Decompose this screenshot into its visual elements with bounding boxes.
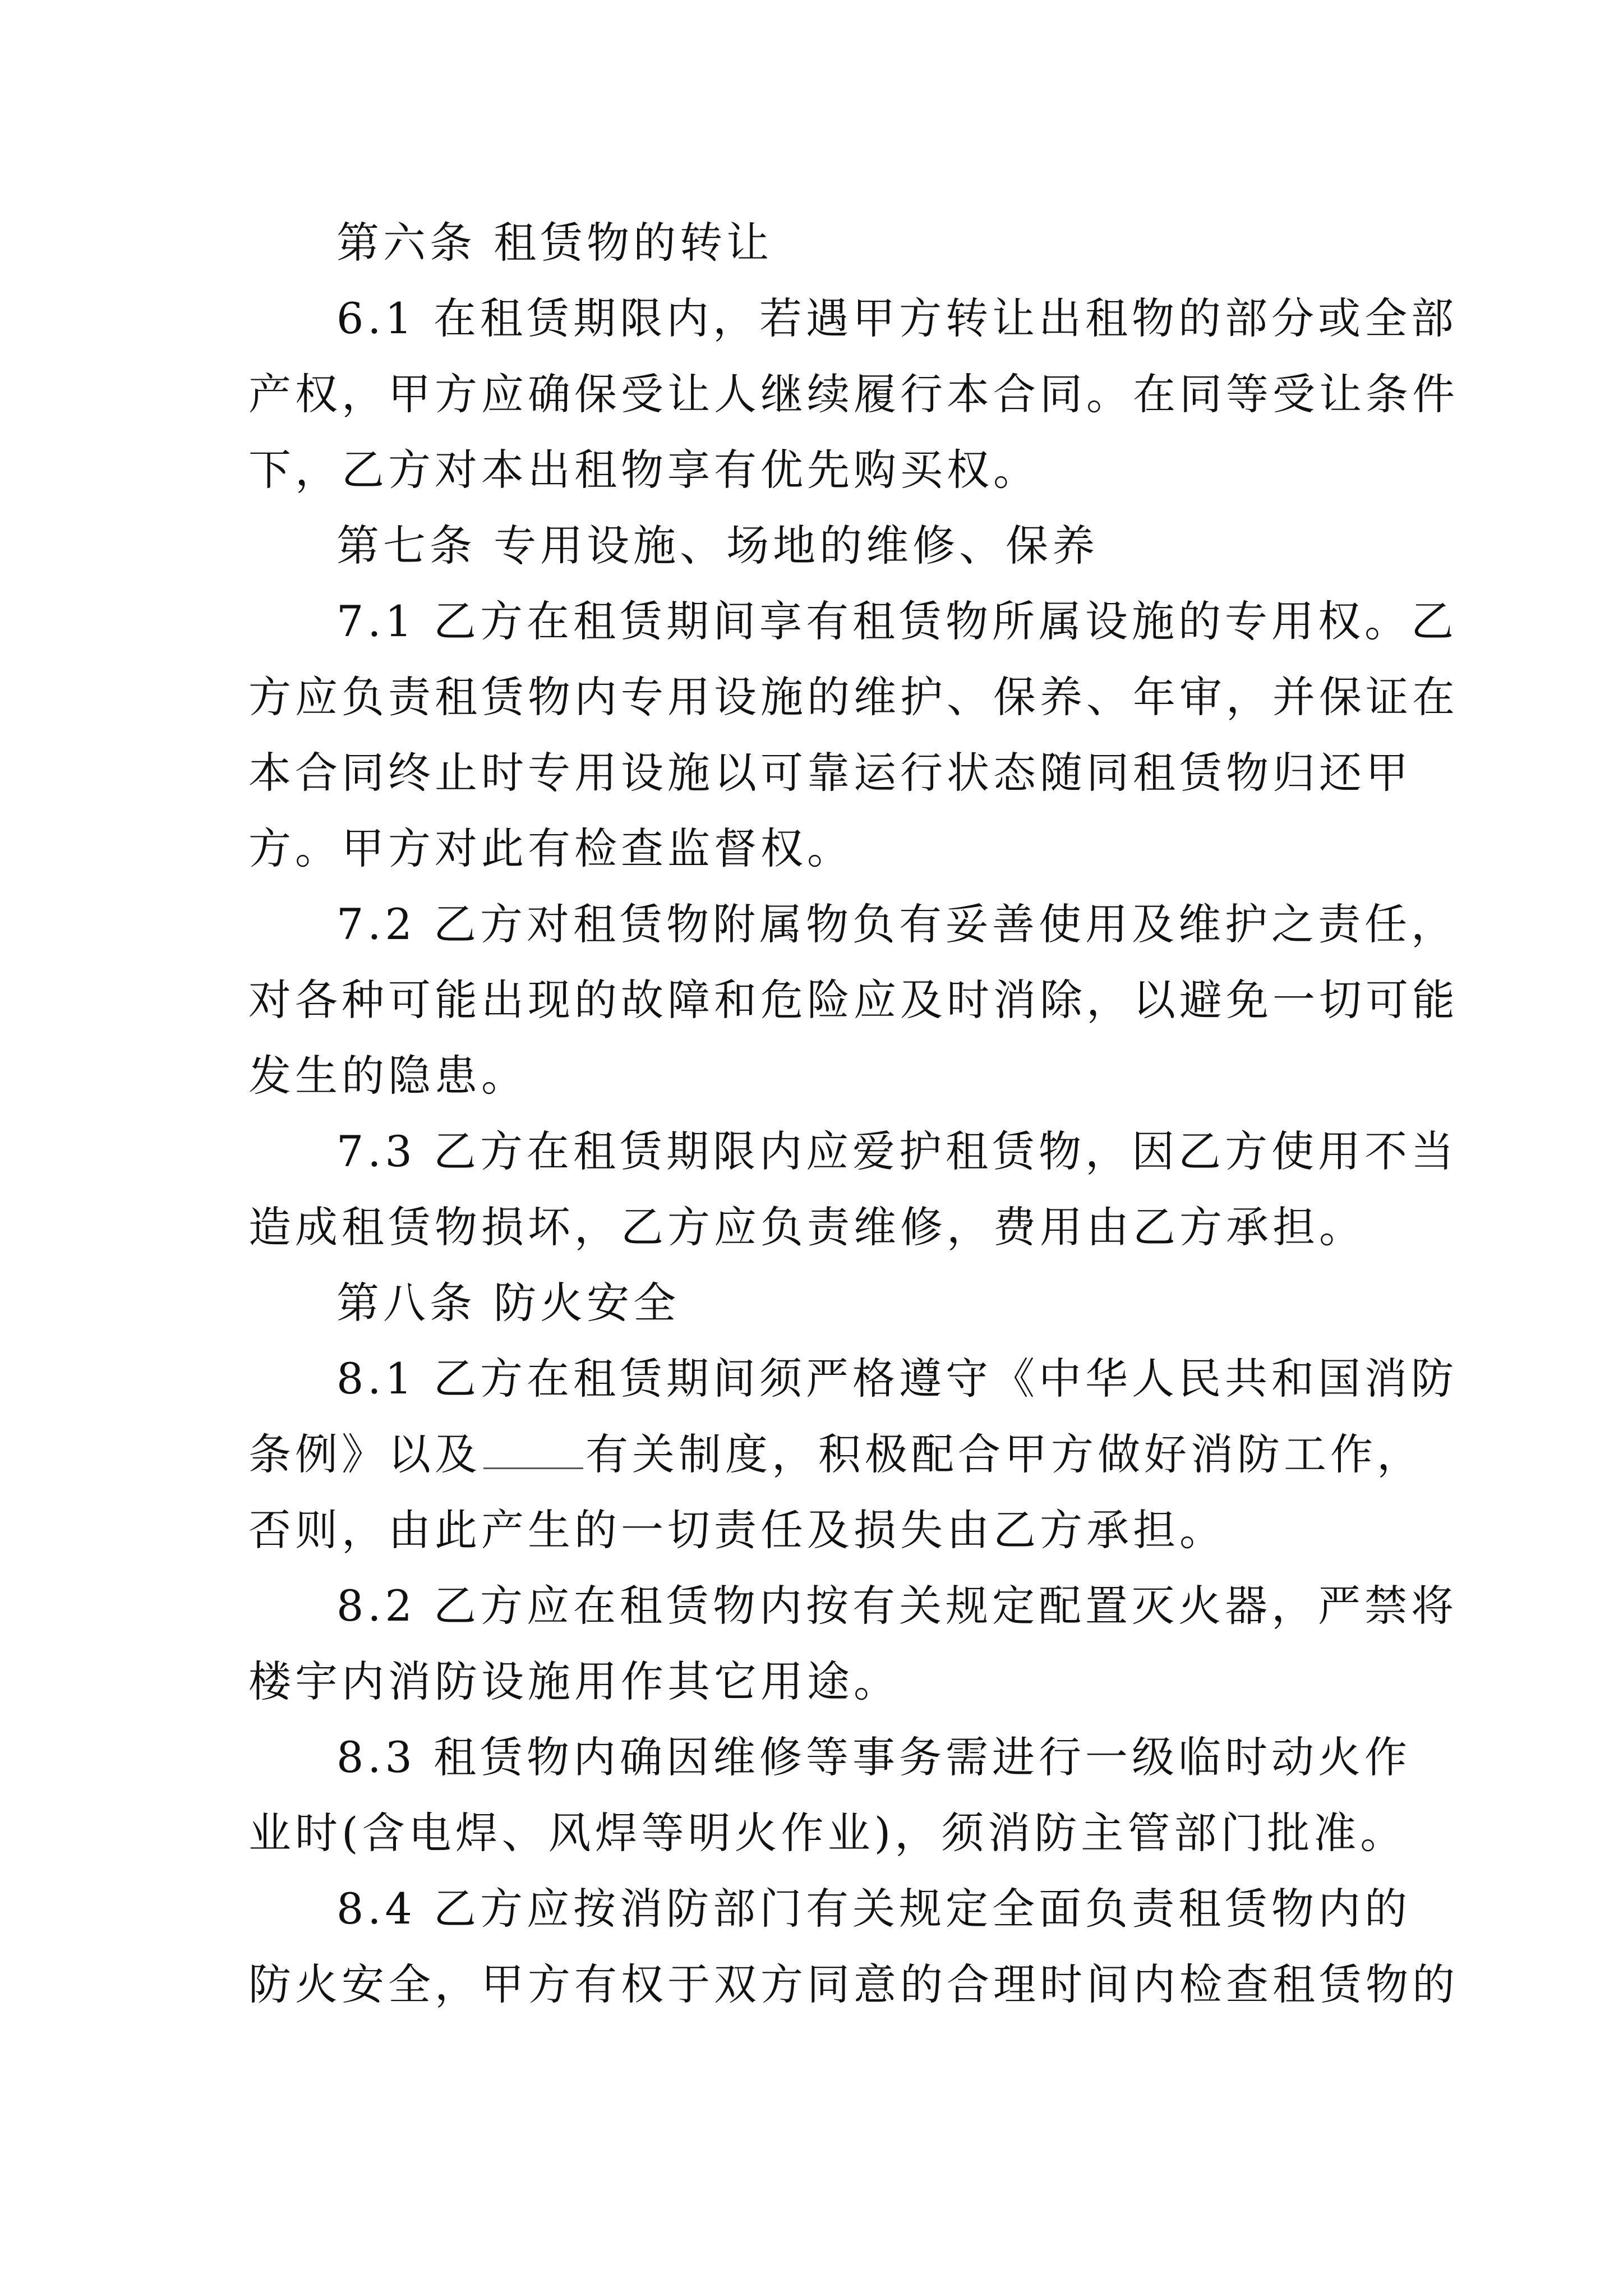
clause-6-1-line-3: 下，乙方对本出租物享有优先购买权。 [248,445,1040,495]
clause-6-1-line-2: 产权，甲方应确保受让人继续履行本合同。在同等受让条件 [248,369,1459,419]
clause-7-2-line-3: 发生的隐患。 [248,1051,528,1101]
clause-7-2-line-1: 7.2 乙方对租赁物附属物负有妥善使用及维护之责任， [336,899,1458,949]
fill-in-blank [483,1434,583,1469]
clause-7-2-line-2: 对各种可能出现的故障和危险应及时消除，以避免一切可能 [248,975,1459,1025]
clause-8-1-text-after-blank: 有关制度，积极配合甲方做好消防工作， [585,1429,1423,1479]
clause-8-4-line-1: 8.4 乙方应按消防部门有关规定全面负责租赁物内的 [336,1884,1412,1934]
article-8-heading: 第八条 防火安全 [336,1278,680,1328]
clause-8-3-line-1: 8.3 租赁物内确因维修等事务需进行一级临时动火作 [336,1732,1412,1782]
clause-7-1-line-2: 方应负责租赁物内专用设施的维护、保养、年审，并保证在 [248,672,1459,722]
clause-7-3-line-1: 7.3 乙方在租赁期限内应爱护租赁物，因乙方使用不当 [336,1126,1458,1176]
clause-6-1-line-1: 6.1 在租赁期限内，若遇甲方转让出租物的部分或全部 [336,293,1458,343]
clause-8-2-line-1: 8.2 乙方应在租赁物内按有关规定配置灭火器，严禁将 [336,1581,1458,1631]
clause-7-1-line-4: 方。甲方对此有检查监督权。 [248,823,854,873]
clause-8-3-line-2: 业时(含电焊、风焊等明火作业)，须消防主管部门批准。 [248,1808,1407,1858]
clause-7-1-line-1: 7.1 乙方在租赁期间享有租赁物所属设施的专用权。乙 [336,596,1458,646]
clause-8-2-line-2: 楼宇内消防设施用作其它用途。 [248,1657,900,1706]
clause-8-1-line-3: 否则，由此产生的一切责任及损失由乙方承担。 [248,1505,1226,1555]
clause-8-1-text-before-blank: 条例》以及 [248,1429,481,1479]
clause-8-1-line-1: 8.1 乙方在租赁期间须严格遵守《中华人民共和国消防 [336,1354,1458,1404]
article-6-heading: 第六条 租赁物的转让 [336,218,773,268]
clause-8-4-line-2: 防火安全，甲方有权于双方同意的合理时间内检查租赁物的 [248,1959,1459,2009]
article-7-heading: 第七条 专用设施、场地的维修、保养 [336,521,1099,570]
clause-7-1-line-3: 本合同终止时专用设施以可靠运行状态随同租赁物归还甲 [248,748,1412,798]
clause-8-1-line-2 [248,1427,1423,1483]
clause-7-3-line-2: 造成租赁物损坏，乙方应负责维修，费用由乙方承担。 [248,1202,1366,1252]
